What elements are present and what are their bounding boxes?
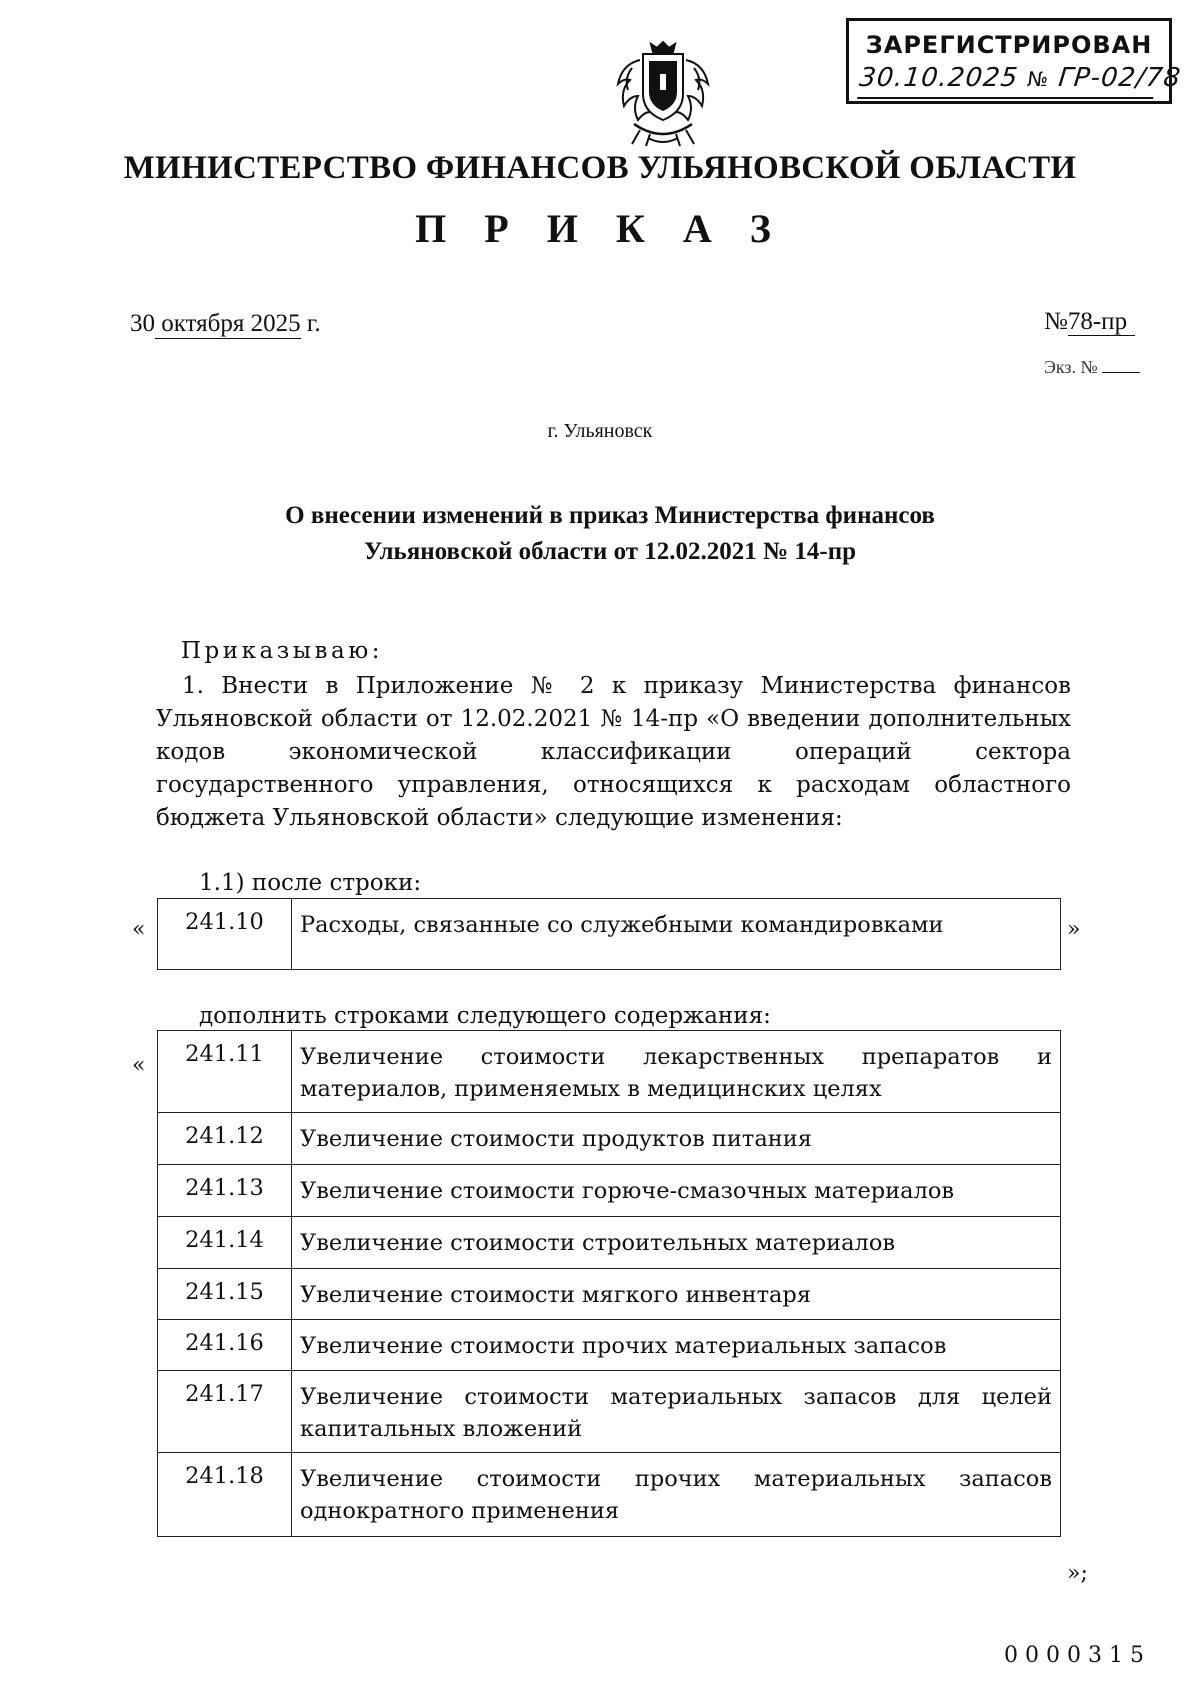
row-description: Увеличение стоимости лекарственных препаратов и материалов, применяемых в медицинских целях bbox=[292, 1031, 1061, 1113]
row-code: 241.12 bbox=[158, 1113, 292, 1165]
copy-number bbox=[1044, 357, 1140, 378]
stamp-title: ЗАРЕГИСТРИРОВАН bbox=[865, 31, 1153, 59]
subject-line-1: О внесении изменений в приказ Министерства финансов bbox=[285, 502, 935, 529]
row-description: Увеличение стоимости прочих материальных запасов однократного применения bbox=[292, 1453, 1061, 1537]
table-row bbox=[158, 1217, 1061, 1269]
row-code: 241.17 bbox=[158, 1371, 292, 1453]
serial-number: 0000315 bbox=[1004, 1643, 1151, 1668]
date-month-year: октября 2025 bbox=[155, 310, 301, 337]
row-description: Расходы, связанные со служебными командировками bbox=[292, 899, 1061, 970]
order-word: Приказываю: bbox=[181, 638, 383, 664]
date-suffix: г. bbox=[300, 310, 321, 337]
copy-label: Экз. № bbox=[1044, 357, 1098, 377]
copy-number-blank bbox=[1102, 372, 1140, 373]
table-row bbox=[158, 1269, 1061, 1320]
row-code: 241.18 bbox=[158, 1453, 292, 1537]
row-code: 241.10 bbox=[158, 899, 292, 970]
row-description: Увеличение стоимости продуктов питания bbox=[292, 1113, 1061, 1165]
quote-open-1: « bbox=[132, 917, 146, 942]
coat-of-arms-emblem bbox=[610, 38, 716, 150]
row-description: Увеличение стоимости мягкого инвентаря bbox=[292, 1269, 1061, 1320]
order-date bbox=[130, 310, 321, 338]
table-row bbox=[158, 899, 1061, 970]
order-number bbox=[1044, 308, 1135, 336]
row-description: Увеличение стоимости строительных материалов bbox=[292, 1217, 1061, 1269]
row-code: 241.15 bbox=[158, 1269, 292, 1320]
number-label: № bbox=[1044, 308, 1068, 335]
supplement-label: дополнить строками следующего содержания: bbox=[199, 1003, 771, 1029]
new-rows-table bbox=[157, 1030, 1061, 1537]
table-row bbox=[158, 1320, 1061, 1371]
quote-close-final: »; bbox=[1067, 1561, 1088, 1586]
number-value: 78-пр bbox=[1068, 308, 1135, 336]
table-row bbox=[158, 1113, 1061, 1165]
row-code: 241.11 bbox=[158, 1031, 292, 1113]
table-row bbox=[158, 1371, 1061, 1453]
row-code: 241.14 bbox=[158, 1217, 292, 1269]
quote-open-2: « bbox=[132, 1053, 146, 1078]
row-code: 241.16 bbox=[158, 1320, 292, 1371]
stamp-handwritten-line bbox=[857, 63, 1183, 99]
stamp-reg-number: ГР-02/78 bbox=[1056, 63, 1183, 93]
stamp-number-sign: № bbox=[1026, 67, 1051, 91]
existing-row-table bbox=[157, 898, 1061, 970]
row-description: Увеличение стоимости прочих материальных запасов bbox=[292, 1320, 1061, 1371]
order-subject bbox=[160, 498, 1060, 570]
date-day: 30 bbox=[130, 310, 155, 337]
subject-line-2: Ульяновской области от 12.02.2021 № 14-пр bbox=[363, 538, 857, 565]
row-description: Увеличение стоимости материальных запасов для целей капитальных вложений bbox=[292, 1371, 1061, 1453]
table-row bbox=[158, 1453, 1061, 1537]
table-row bbox=[158, 1165, 1061, 1217]
ministry-title: МИНИСТЕРСТВО ФИНАНСОВ УЛЬЯНОВСКОЙ ОБЛАСТИ bbox=[123, 150, 1077, 186]
row-description: Увеличение стоимости горюче-смазочных материалов bbox=[292, 1165, 1061, 1217]
after-row-label: 1.1) после строки: bbox=[199, 870, 422, 896]
stamp-date: 30.10.2025 bbox=[857, 63, 1020, 93]
table-row bbox=[158, 1031, 1061, 1113]
city-line: г. Ульяновск bbox=[547, 420, 653, 442]
document-type-title: П Р И К А З bbox=[415, 206, 785, 251]
quote-close-1: » bbox=[1067, 917, 1081, 942]
row-code: 241.13 bbox=[158, 1165, 292, 1217]
paragraph-1: 1. Внести в Приложение № 2 к приказу Министерства финансов Ульяновской области от 12.02.2021 № 14-пр «О введении дополнительных кодов экономической классификации операций сектора государственного управления, относящихся к расходам областного бюджета Ульяновской области» следующие изменения: bbox=[156, 673, 1071, 831]
registration-stamp bbox=[846, 18, 1183, 104]
